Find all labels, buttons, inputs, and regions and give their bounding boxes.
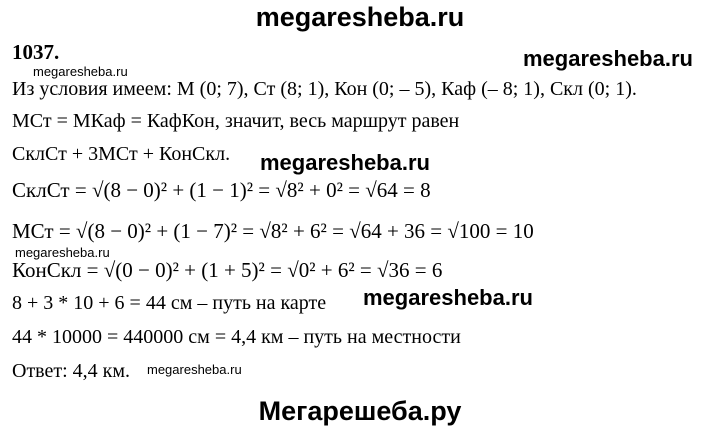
watermark-small: megaresheba.ru — [33, 64, 128, 79]
watermark-top: megaresheba.ru — [255, 2, 465, 32]
formula-line: КонСкл = √(0 − 0)² + (1 + 5)² = √0² + 6² = √36 = 6 — [12, 258, 443, 282]
solution-line: 44 * 10000 = 440000 см = 4,4 км – путь на местности — [12, 326, 461, 348]
watermark-middle: megaresheba.ru — [363, 285, 533, 310]
solution-line: Из условия имеем: М (0; 7), Ст (8; 1), Кон (0; – 5), Каф (– 8; 1), Скл (0; 1). — [12, 78, 637, 100]
formula-line: МСт = √(8 − 0)² + (1 − 7)² = √8² + 6² = √64 + 36 = √100 = 10 — [12, 219, 534, 243]
solution-line: МСт = МКаф = КафКон, значит, весь маршрут равен — [12, 110, 460, 132]
watermark-middle: megaresheba.ru — [260, 150, 430, 175]
watermark-right: megaresheba.ru — [523, 46, 693, 71]
problem-number: 1037. — [12, 40, 60, 64]
formula-line: СклСт = √(8 − 0)² + (1 − 1)² = √8² + 0² = √64 = 8 — [12, 178, 431, 202]
solution-line: 8 + 3 * 10 + 6 = 44 см – путь на карте — [12, 292, 327, 314]
solution-line: СклСт + 3МСт + КонСкл. — [12, 143, 231, 165]
watermark-small: megaresheba.ru — [15, 245, 110, 260]
watermark-bottom: Мегарешеба.ру — [258, 396, 462, 426]
answer-line: Ответ: 4,4 км. — [12, 360, 131, 382]
watermark-small: megaresheba.ru — [147, 362, 242, 377]
